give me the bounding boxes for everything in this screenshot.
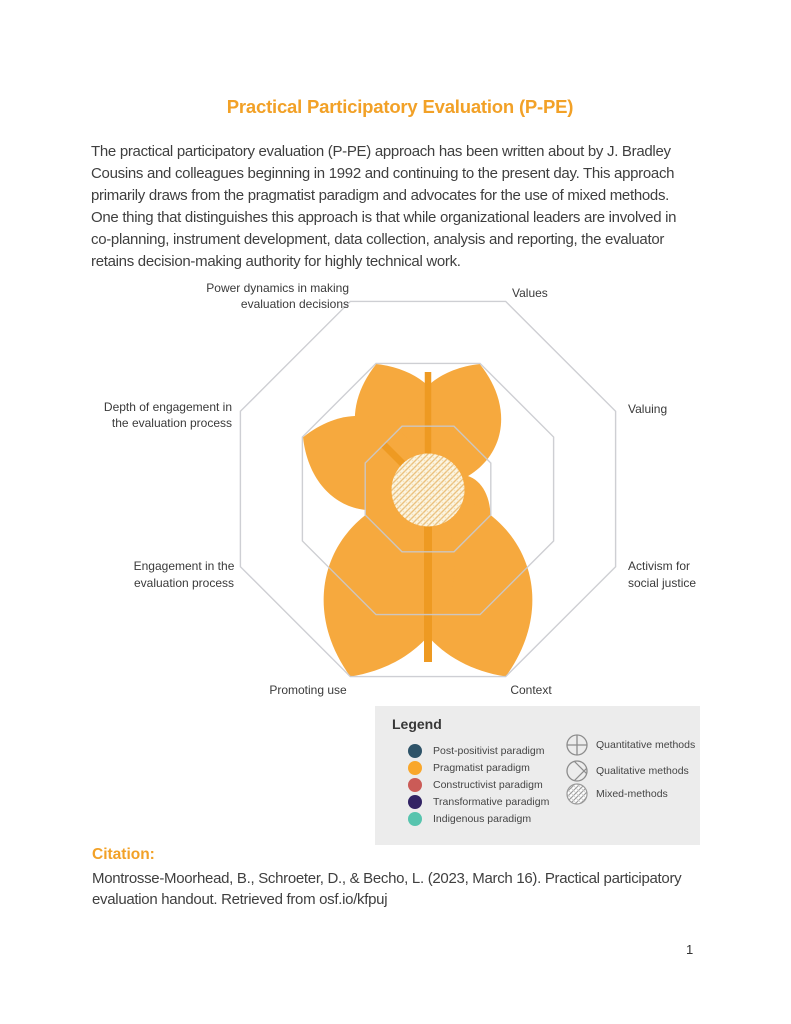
paradigm-dot-icon bbox=[408, 778, 422, 792]
citation-line: Montrosse-Moorhead, B., Schroeter, D., & Becho, L. (2023, March 16). Practical participatory bbox=[92, 870, 682, 887]
legend-item-label: Qualitative methods bbox=[596, 764, 689, 777]
intro-line: primarily draws from the pragmatist paradigm and advocates for the use of mixed methods. bbox=[91, 187, 670, 204]
legend-item-paradigm bbox=[408, 777, 543, 792]
radar-flower-diagram bbox=[0, 275, 791, 720]
legend-item-paradigm bbox=[408, 760, 530, 775]
axis-label-promoting-use: Promoting use bbox=[269, 683, 347, 697]
axis-label-power-dynamics: evaluation decisions bbox=[240, 297, 349, 311]
page-number: 1 bbox=[686, 942, 694, 957]
paradigm-dot-icon bbox=[408, 795, 422, 809]
legend-item-paradigm bbox=[408, 743, 544, 758]
paradigm-dot-icon bbox=[408, 812, 422, 826]
intro-paragraph bbox=[91, 141, 731, 273]
intro-line: Cousins and colleagues beginning in 1992 and continuing to the present day. This approach bbox=[91, 165, 675, 182]
citation-heading: Citation: bbox=[92, 846, 155, 863]
axis-label-activism: Activism for bbox=[628, 559, 691, 573]
legend-title: Legend bbox=[392, 716, 442, 732]
axis-label-values: Values bbox=[512, 286, 548, 300]
legend-item-label: Quantitative methods bbox=[596, 738, 696, 751]
axis-label-activism: social justice bbox=[628, 576, 697, 590]
legend-item-method bbox=[566, 737, 695, 752]
legend-box bbox=[375, 706, 700, 845]
grid-circle-icon bbox=[566, 734, 588, 756]
intro-line: One thing that distinguishes this approach is that while organizational leaders are involved in bbox=[91, 209, 677, 226]
legend-item-label: Mixed-methods bbox=[596, 787, 668, 800]
axis-label-power-dynamics: Power dynamics in making bbox=[206, 281, 349, 295]
axis-label-context: Context bbox=[510, 683, 552, 697]
axis-label-engagement: Engagement in the bbox=[133, 559, 235, 573]
legend-item-paradigm bbox=[408, 811, 531, 826]
legend-item-paradigm bbox=[408, 794, 549, 809]
weave-circle-icon bbox=[566, 783, 588, 805]
axis-label-depth: the evaluation process bbox=[111, 416, 232, 430]
flower-center-mixed-methods bbox=[392, 454, 465, 527]
legend-item-method bbox=[566, 763, 689, 778]
legend-item-label: Post-positivist paradigm bbox=[433, 744, 545, 757]
legend-item-label: Constructivist paradigm bbox=[433, 778, 543, 791]
citation-line: evaluation handout. Retrieved from osf.io/kfpuj bbox=[92, 891, 388, 908]
intro-line: The practical participatory evaluation (P-PE) approach has been written about by J. Bradley bbox=[91, 143, 671, 160]
page-title: Practical Participatory Evaluation (P-PE) bbox=[226, 96, 574, 117]
diagonal-hatch-circle-icon bbox=[566, 760, 588, 782]
legend-item-label: Indigenous paradigm bbox=[433, 812, 532, 825]
axis-label-engagement: evaluation process bbox=[133, 576, 235, 590]
legend-item-label: Transformative paradigm bbox=[433, 795, 550, 808]
axis-label-valuing: Valuing bbox=[628, 402, 668, 416]
axis-label-depth: Depth of engagement in bbox=[103, 400, 232, 414]
intro-line: retains decision-making authority for highly technical work. bbox=[91, 253, 461, 270]
paradigm-dot-icon bbox=[408, 761, 422, 775]
legend-item-method bbox=[566, 786, 668, 801]
citation-text bbox=[92, 868, 681, 910]
paradigm-dot-icon bbox=[408, 744, 422, 758]
intro-line: co-planning, instrument development, data collection, analysis and reporting, the evaluator bbox=[91, 231, 665, 248]
legend-item-label: Pragmatist paradigm bbox=[433, 761, 530, 774]
